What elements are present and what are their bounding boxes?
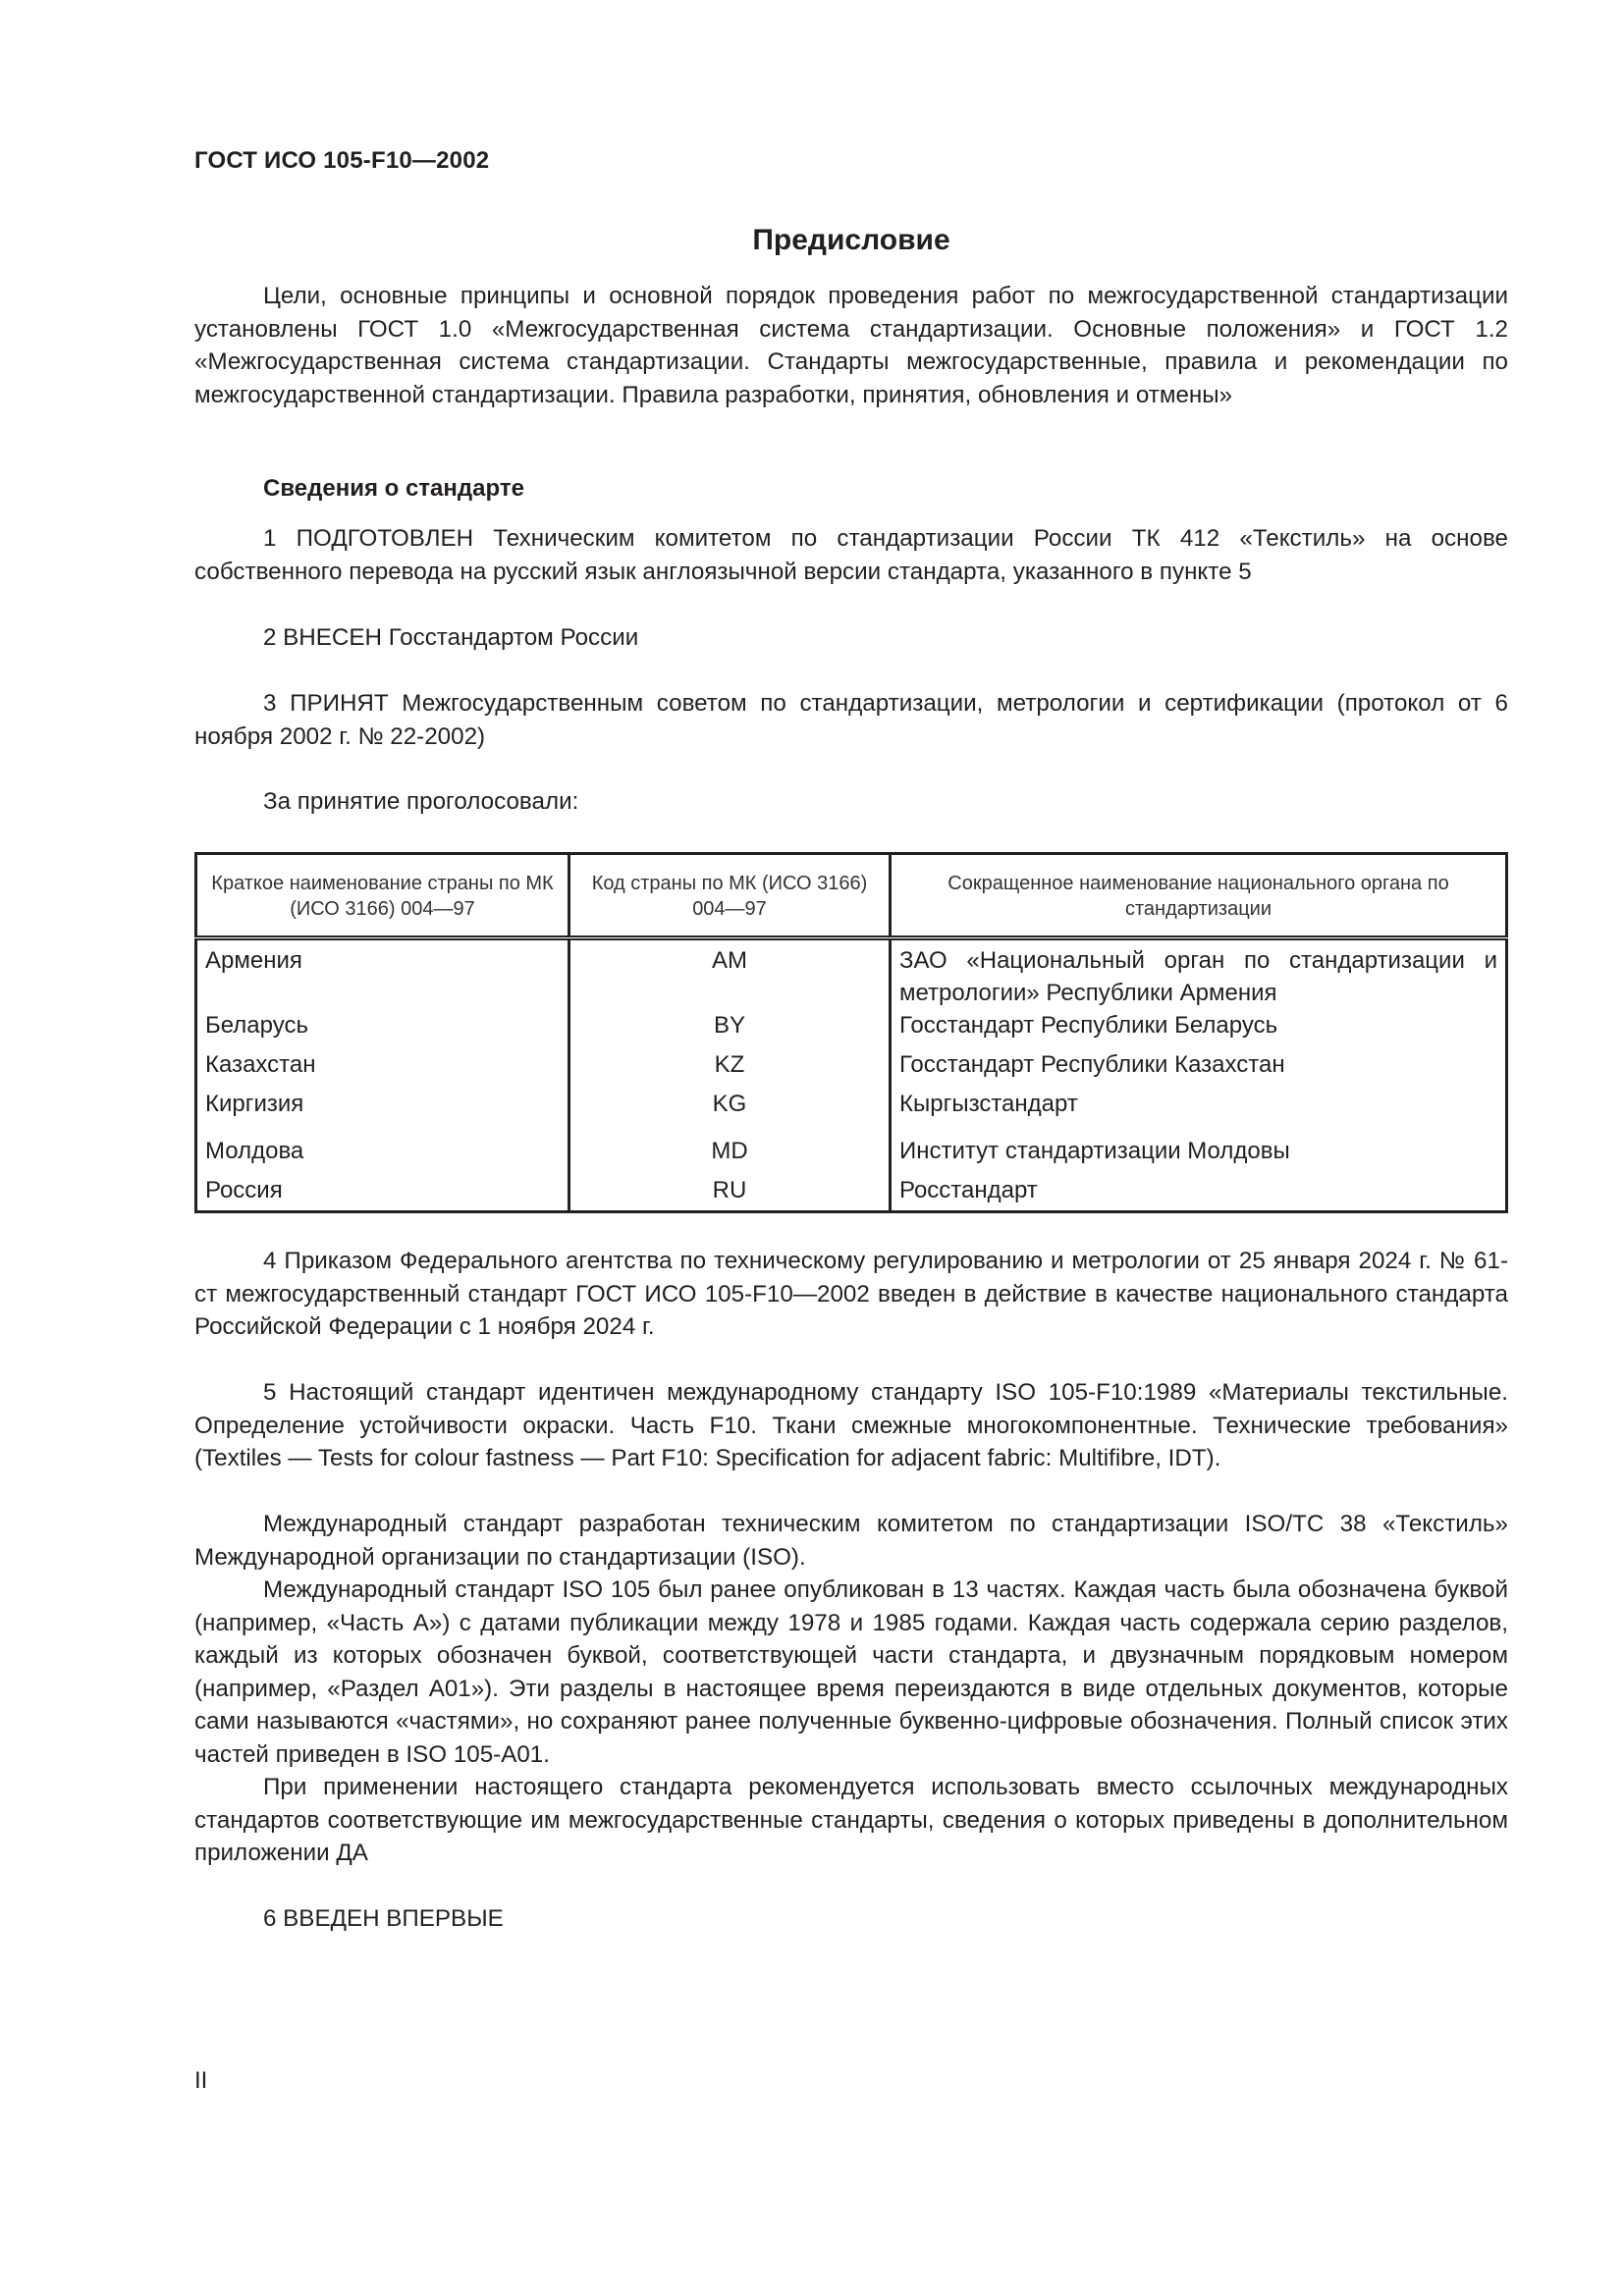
cell-code: RU (569, 1174, 891, 1211)
col-header-code: Код страны по МК (ИСО 3166) 004—97 (569, 854, 891, 938)
cell-code: AM (569, 938, 891, 1010)
item-5-application: При применении настоящего стандарта рекомендуется использовать вместо ссылочных международных стандартов соответствующие им межгосударственные стандарты, сведения о которых приведены в дополнительном приложении ДА (194, 1774, 1508, 1866)
cell-country: Армения (196, 938, 569, 1010)
cell-code: BY (569, 1009, 891, 1048)
item-5-history: Международный стандарт ISO 105 был ранее опубликован в 13 частях. Каждая часть была обозначена буквой (например, «Часть А») с датами публикации между 1978 и 1985 годами. Каждая часть содержала серию разделов, каждый из которых обозначен буквой, соответствующей части стандарта, и двузначным порядковым номером (например, «Раздел А01»). Эти разделы в настоящее время переиздаются в виде отдельных документов, которые сами называются «частями», но сохраняют ранее полученные буквенно-цифровые обозначения. Полный список этих частей приведен в ISO 105-A01. (194, 1576, 1508, 1768)
item-1: 1 ПОДГОТОВЛЕН Техническим комитетом по стандартизации России ТК 412 «Текстиль» на основе собственного перевода на русский язык англоязычной версии стандарта, указанного в пункте 5 (194, 525, 1508, 585)
item-2: 2 ВНЕСЕН Госстандартом России (263, 624, 639, 651)
cell-body: Кыргызстандарт (899, 1091, 1078, 1117)
page-number: II (194, 2067, 208, 2094)
cell-code: MD (569, 1135, 891, 1174)
item-5: 5 Настоящий стандарт идентичен международному стандарту ISO 105-F10:1989 «Материалы текстильные. Определение устойчивости окраски. Часть F10. Ткани смежные многокомпонентные. Технические требования» (Textiles — Tests for colour fastness — Part F10: Specification for adjacent fabric: Multifibre, IDT). (194, 1379, 1508, 1471)
table-row (196, 1088, 1507, 1135)
table-row (196, 1174, 1507, 1211)
cell-country: Беларусь (196, 1009, 569, 1048)
item-3: 3 ПРИНЯТ Межгосударственным советом по стандартизации, метрологии и сертификации (протокол от 6 ноября 2002 г. № 22-2002) (194, 690, 1508, 750)
cell-body: Госстандарт Республики Казахстан (899, 1051, 1285, 1078)
voted-label: За принятие проголосовали: (263, 788, 579, 815)
cell-code: KG (569, 1088, 891, 1135)
table-row (196, 1048, 1507, 1088)
table-row (196, 1009, 1507, 1048)
voting-countries-table (194, 852, 1508, 1213)
document-id: ГОСТ ИСО 105-F10—2002 (194, 147, 490, 174)
cell-country: Молдова (196, 1135, 569, 1174)
cell-body: ЗАО «Национальный орган по стандартизации и метрологии» Республики Армения (899, 947, 1497, 1006)
col-header-body: Сокращенное наименование национального органа по стандартизации (947, 873, 1449, 920)
info-heading: Сведения о стандарте (263, 475, 524, 502)
cell-body: Госстандарт Республики Беларусь (899, 1012, 1278, 1039)
intro-paragraph: Цели, основные принципы и основной порядок проведения работ по межгосударственной стандартизации установлены ГОСТ 1.0 «Межгосударственная система стандартизации. Основные положения» и ГОСТ 1.2 «Межгосударственная система стандартизации. Стандарты межгосударственные, правила и рекомендации по межгосударственной стандартизации. Правила разработки, принятия, обновления и отмены» (194, 283, 1508, 408)
cell-country: Киргизия (196, 1088, 569, 1135)
item-6: 6 ВВЕДЕН ВПЕРВЫЕ (263, 1905, 504, 1932)
cell-body: Институт стандартизации Молдовы (899, 1138, 1290, 1164)
cell-country: Россия (196, 1174, 569, 1211)
table-header-row (196, 854, 1507, 938)
cell-body: Росстандарт (899, 1177, 1038, 1203)
page-title: Предисловие (752, 224, 950, 256)
item-4: 4 Приказом Федерального агентства по техническому регулированию и метрологии от 25 января 2024 г. № 61-ст межгосударственный стандарт ГОСТ ИСО 105-F10—2002 введен в действие в качестве национального стандарта Российской Федерации с 1 ноября 2024 г. (194, 1248, 1508, 1340)
cell-country: Казахстан (196, 1048, 569, 1088)
table-row (196, 938, 1507, 1010)
cell-code: KZ (569, 1048, 891, 1088)
table-row (196, 1135, 1507, 1174)
col-header-country: Краткое наименование страны по МК (ИСО 3166) 004—97 (196, 854, 569, 938)
item-5-committee: Международный стандарт разработан техническим комитетом по стандартизации ISO/TC 38 «Текстиль» Международной организации по стандартизации (ISO). (194, 1511, 1508, 1571)
